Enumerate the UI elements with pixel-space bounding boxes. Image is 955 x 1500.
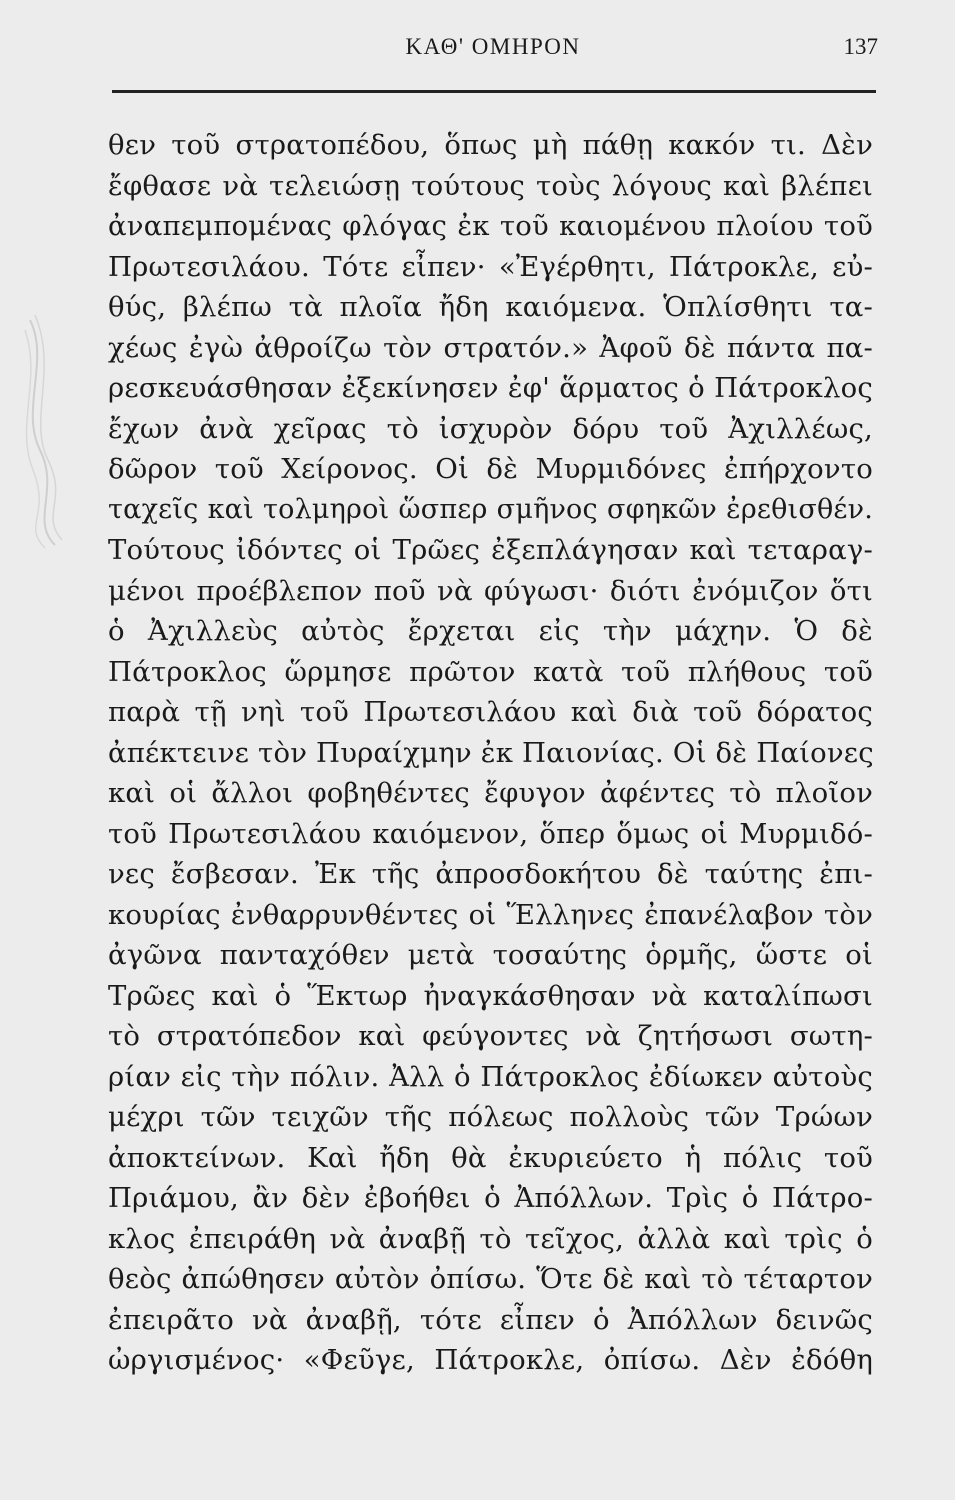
text-line: μέχρι τῶν τειχῶν τῆς πόλεως πολλοὺς τῶν Τρώων: [108, 1101, 873, 1133]
text-line: Πάτροκλος ὥρμησε πρῶτον κατὰ τοῦ πλήθους τοῦ: [108, 655, 873, 688]
text-line: ὠργισμένος· «Φεῦγε, Πάτροκλε, ὀπίσω. Δὲν ἐδόθη: [108, 1344, 873, 1376]
text-line: ταχεῖς καὶ τολμηροὶ ὥσπερ σμῆνος σφηκῶν ἐρεθισθέν.: [108, 493, 873, 525]
text-line: τοῦ Πρωτεσιλάου καιόμενον, ὅπερ ὅμως οἱ Μυρμιδό-: [108, 817, 873, 850]
text-line: ἔχων ἀνὰ χεῖρας τὸ ἰσχυρὸν δόρυ τοῦ Ἀχιλλέως,: [108, 412, 873, 445]
body-text: [108, 125, 873, 1381]
page-number: 137: [843, 34, 878, 59]
text-line: νες ἔσβεσαν. Ἐκ τῆς ἀπροσδοκήτου δὲ ταύτης ἐπι-: [108, 858, 873, 890]
running-head: ΚΑΘ' ΟΜΗΡΟΝ: [405, 34, 581, 59]
text-line: ἔφθασε νὰ τελειώσῃ τούτους τοὺς λόγους καὶ βλέπει: [108, 169, 873, 202]
text-line: κλος ἐπειράθη νὰ ἀναβῇ τὸ τεῖχος, ἀλλὰ καὶ τρὶς ὁ: [108, 1222, 873, 1255]
text-line: μένοι προέβλεπον ποῦ νὰ φύγωσι· διότι ἐνόμιζον ὅτι: [108, 574, 873, 607]
text-line: ρεσκευάσθησαν ἐξεκίνησεν ἐφ' ἅρματος ὁ Πάτροκλος: [108, 372, 873, 404]
thread-mark: [0, 300, 90, 550]
text-line: ρίαν εἰς τὴν πόλιν. Ἀλλ ὁ Πάτροκλος ἐδίωκεν αὐτοὺς: [108, 1060, 873, 1093]
text-line: δῶρον τοῦ Χείρονος. Οἱ δὲ Μυρμιδόνες ἐπήρχοντο: [108, 453, 873, 485]
text-line: Πριάμου, ἂν δὲν ἐβοήθει ὁ Ἀπόλλων. Τρὶς ὁ Πάτρο-: [108, 1182, 873, 1214]
text-line: καὶ οἱ ἄλλοι φοβηθέντες ἔφυγον ἀφέντες τὸ πλοῖον: [108, 777, 873, 809]
text-line: παρὰ τῇ νηὶ τοῦ Πρωτεσιλάου καὶ διὰ τοῦ δόρατος: [108, 696, 873, 728]
page-header: [108, 34, 878, 74]
text-line: τὸ στρατόπεδον καὶ φεύγοντες νὰ ζητήσωσι σωτη-: [108, 1020, 873, 1052]
text-line: κουρίας ἐνθαρρυνθέντες οἱ Ἕλληνες ἐπανέλαβον τὸν: [108, 898, 873, 931]
text-line: θύς, βλέπω τὰ πλοῖα ἤδη καιόμενα. Ὁπλίσθητι τα-: [108, 291, 873, 323]
text-line: ἀναπεμπομένας φλόγας ἐκ τοῦ καιομένου πλοίου τοῦ: [108, 210, 873, 242]
text-line: ἐπειρᾶτο νὰ ἀναβῇ, τότε εἶπεν ὁ Ἀπόλλων δεινῶς: [108, 1303, 873, 1336]
text-line: Τούτους ἰδόντες οἱ Τρῶες ἐξεπλάγησαν καὶ τεταραγ-: [108, 534, 873, 566]
text-line: Πρωτεσιλάου. Τότε εἶπεν· «Ἐγέρθητι, Πάτροκλε, εὐ-: [108, 250, 873, 283]
text-line: Τρῶες καὶ ὁ Ἕκτωρ ἠναγκάσθησαν νὰ καταλίπωσι: [108, 979, 873, 1012]
text-line: θεὸς ἀπώθησεν αὐτὸν ὀπίσω. Ὅτε δὲ καὶ τὸ τέταρτον: [108, 1263, 873, 1295]
text-line: ἀποκτείνων. Καὶ ἤδη θὰ ἐκυριεύετο ἡ πόλις τοῦ: [108, 1141, 873, 1174]
text-line: θεν τοῦ στρατοπέδου, ὅπως μὴ πάθῃ κακόν τι. Δὲν: [108, 129, 873, 161]
text-line: ἀγῶνα πανταχόθεν μετὰ τοσαύτης ὁρμῆς, ὥστε οἱ: [108, 939, 873, 971]
header-rule: [112, 90, 876, 93]
text-line: ἀπέκτεινε τὸν Πυραίχμην ἐκ Παιονίας. Οἱ δὲ Παίονες: [108, 736, 874, 769]
text-line: χέως ἐγὼ ἀθροίζω τὸν στρατόν.» Ἀφοῦ δὲ πάντα πα-: [108, 331, 873, 364]
text-line: ὁ Ἀχιλλεὺς αὐτὸς ἔρχεται εἰς τὴν μάχην. Ὁ δὲ: [108, 615, 873, 647]
